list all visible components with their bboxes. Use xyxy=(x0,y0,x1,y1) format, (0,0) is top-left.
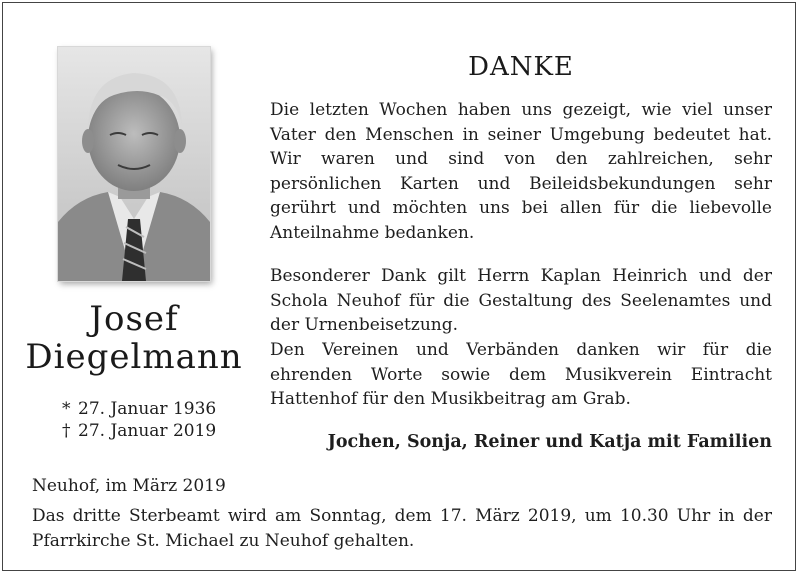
thanks-paragraph-1: Die letzten Wochen haben uns gezeigt, wie viel unser Vater den Menschen in seiner Umgebung bedeutet hat. Wir waren und sind von den zahlreichen, sehr persönlichen Karten und Beileidsbekundungen sehr gerührt und möchten uns bei allen für die liebevolle Anteilnahme bedanken. xyxy=(270,100,772,243)
heading-danke: DANKE xyxy=(468,52,574,82)
portrait-photo-icon xyxy=(58,47,210,281)
birth-date-line xyxy=(62,398,216,420)
birth-date: 27. Januar 1936 xyxy=(78,399,217,419)
deceased-name xyxy=(20,300,248,376)
life-dates xyxy=(62,398,216,442)
death-date-line xyxy=(62,420,216,442)
family-signature: Jochen, Sonja, Reiner und Katja mit Familien xyxy=(327,432,772,452)
birth-symbol: * xyxy=(62,399,71,419)
place-date: Neuhof, im März 2019 xyxy=(32,476,226,496)
thanks-paragraph-3: Den Vereinen und Verbänden danken wir für die ehrenden Worte sowie dem Musikverein Eintracht Hattenhof für den Musikbeitrag am Grab. xyxy=(270,340,772,410)
portrait-photo xyxy=(58,47,210,281)
service-notice: Das dritte Sterbeamt wird am Sonntag, dem 17. März 2019, um 10.30 Uhr in der Pfarrkirche St. Michael zu Neuhof gehalten. xyxy=(32,506,772,551)
first-name: Josef xyxy=(89,299,179,339)
death-symbol: † xyxy=(62,421,71,441)
thanks-paragraph-2: Besonderer Dank gilt Herrn Kaplan Heinrich und der Schola Neuhof für die Gestaltung des Seelenamtes und der Urnenbeisetzung. xyxy=(270,266,772,336)
last-name: Diegelmann xyxy=(25,337,243,377)
death-date: 27. Januar 2019 xyxy=(78,421,217,441)
